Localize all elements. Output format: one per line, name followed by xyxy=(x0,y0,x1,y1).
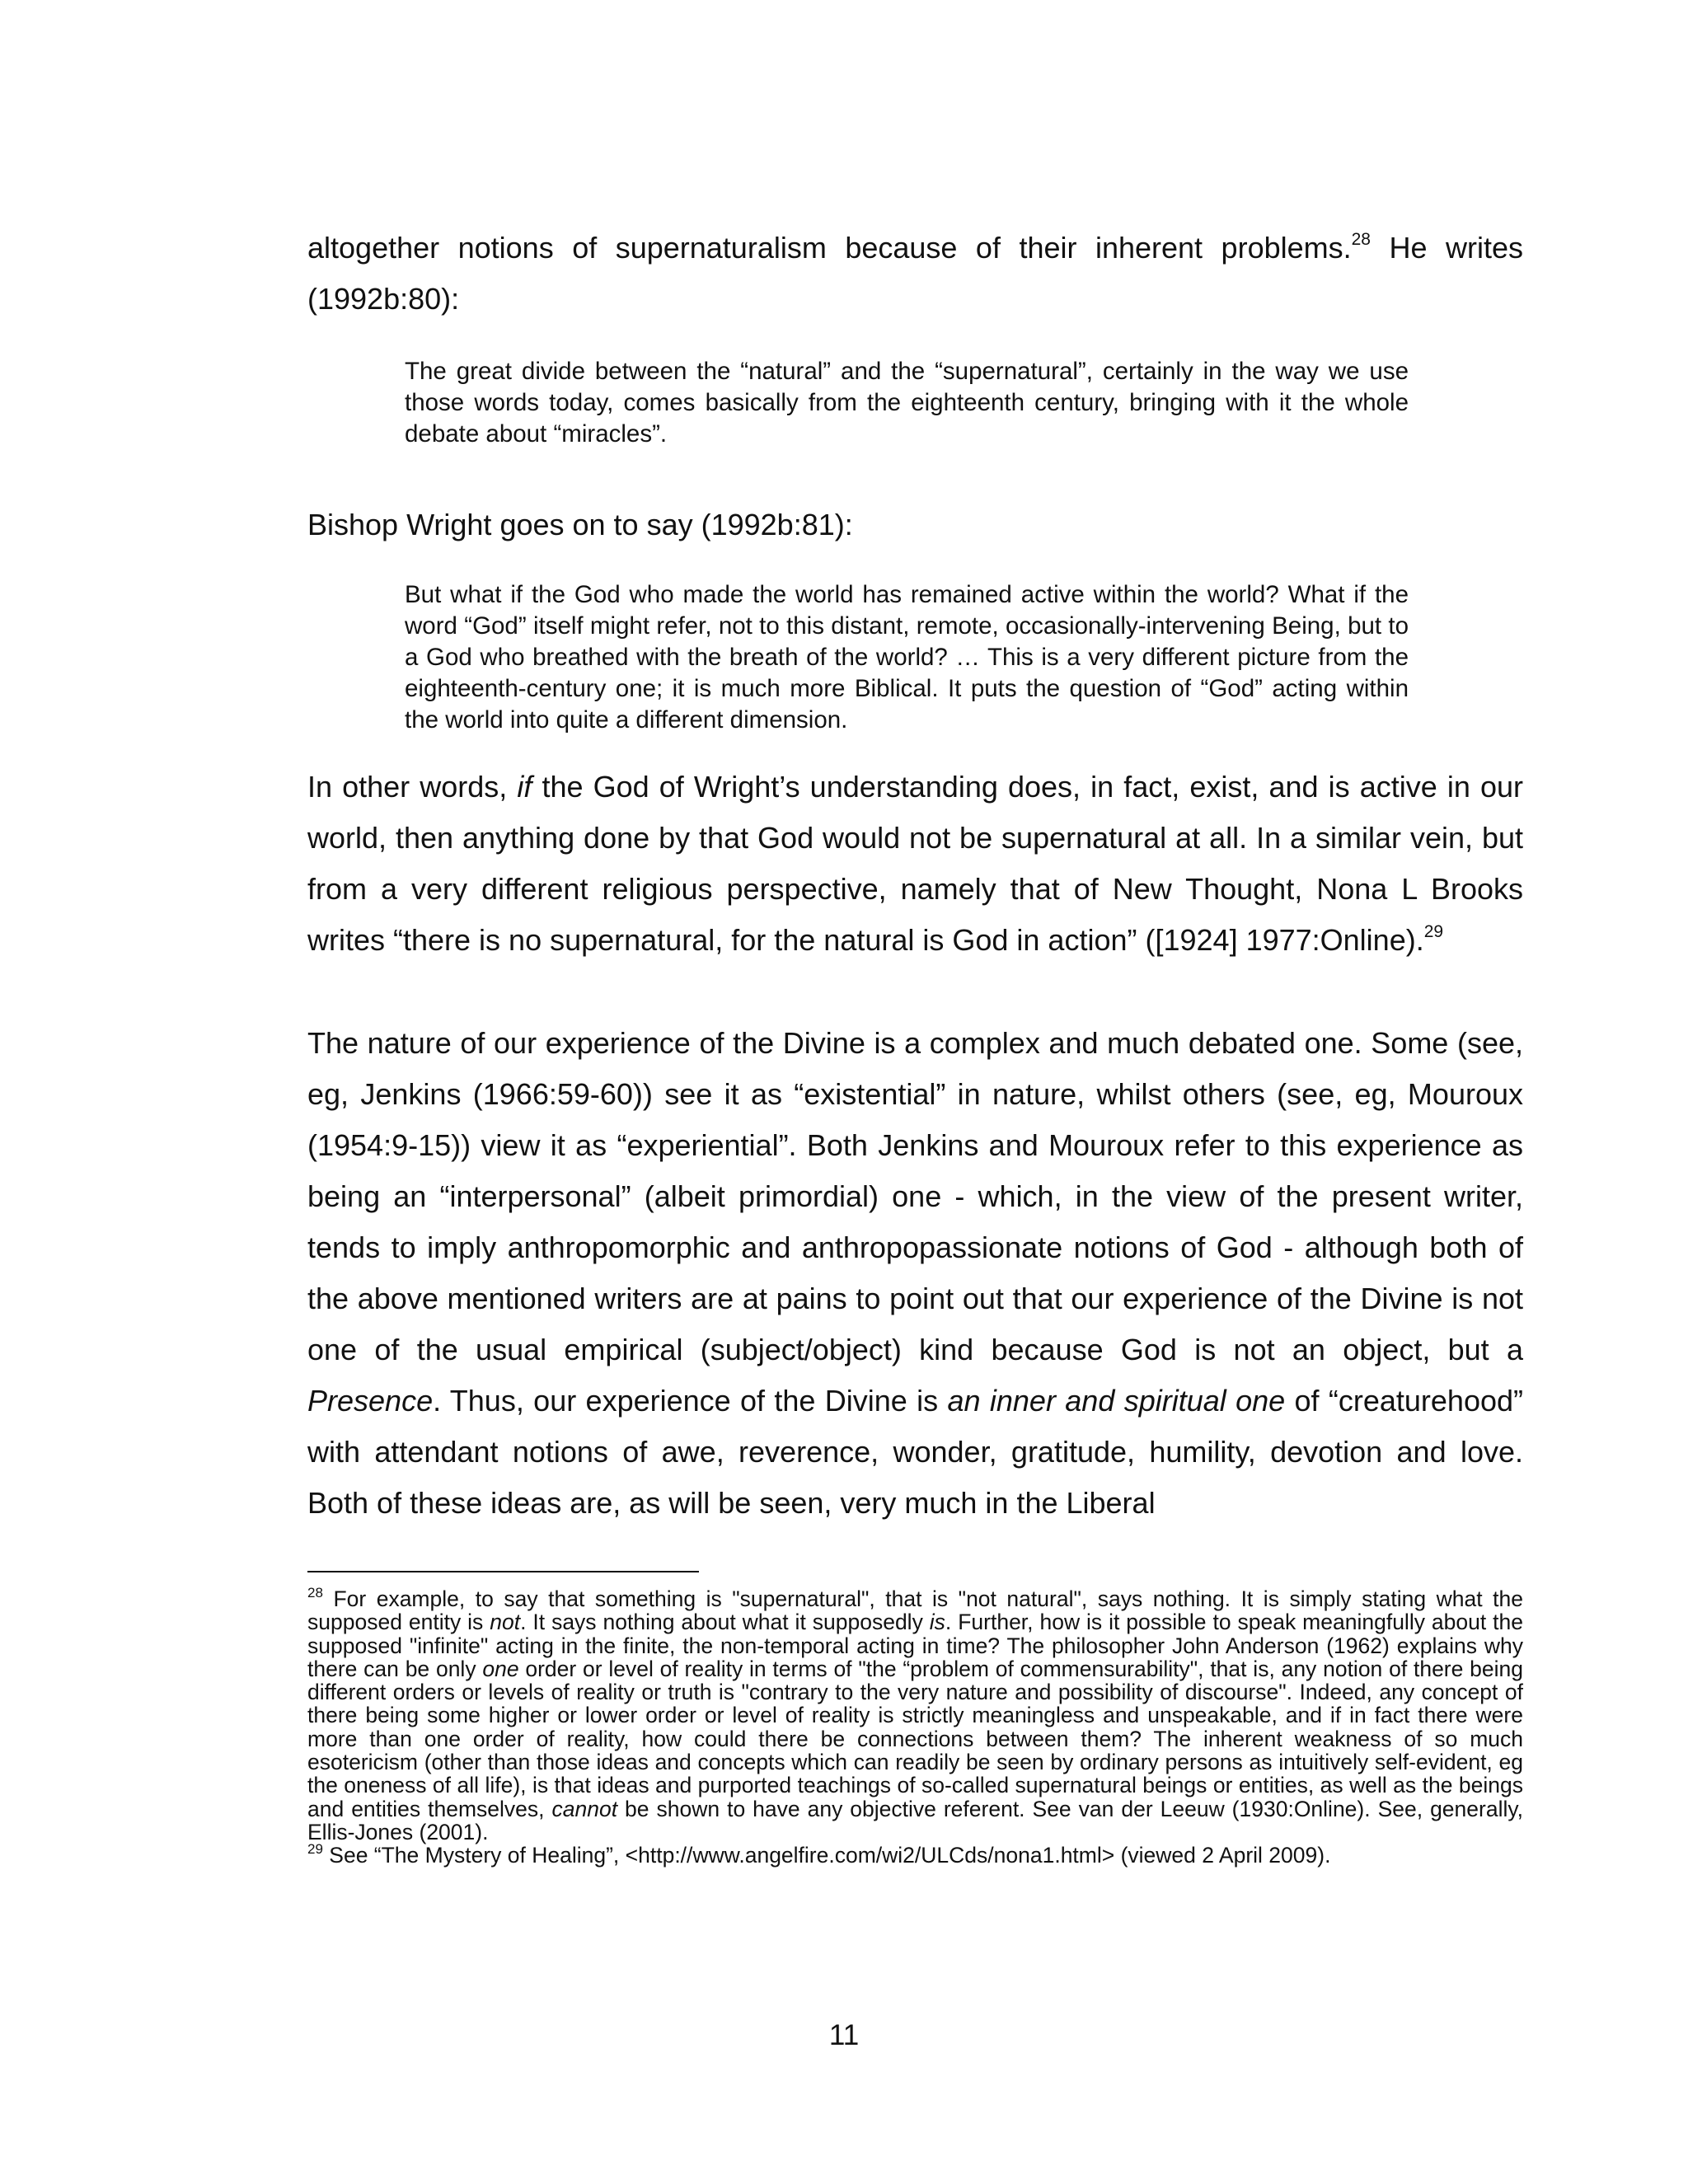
paragraph-other-words xyxy=(307,762,1523,966)
footnote-28-text-e: be shown to have any objective referent. See van der Leeuw (1930:Online). See, generally, Ellis-Jones (2001). xyxy=(307,1796,1524,1844)
footnote-29-number: 29 xyxy=(307,1841,323,1858)
footnote-28-text-b: . It says nothing about what it supposedly xyxy=(520,1610,930,1635)
emphasis-is: is xyxy=(929,1610,945,1635)
paragraph-intro xyxy=(307,223,1523,325)
paragraph-nature-part3: of “creaturehood” with attendant notions of awe, reverence, wonder, gratitude, humility, devotion and love. Both of these ideas are, as will be seen, very much in the Liberal xyxy=(307,1384,1523,1520)
footnote-29-text[interactable]: See “The Mystery of Healing”, <http://www.angelfire.com/wi2/ULCds/nona1.html> (viewed 2 April 2009). xyxy=(322,1843,1331,1868)
footnotes xyxy=(307,1587,1523,1868)
paragraph-nature xyxy=(307,1018,1523,1529)
paragraph-intro-text-after: He writes (1992b:80): xyxy=(307,231,1523,316)
paragraph-other-words-rest: the God of Wright’s understanding does, in fact, exist, and is active in our world, then anything done by that God would not be supernatural at all. In a similar vein, but from a very different religious perspective, namely that of New Thought, Nona L Brooks writes “there is no supernatural, for the natural is God in action” ([1924] 1977:Online). xyxy=(307,770,1523,957)
footnote-28-text-c: . Further, how is it possible to speak meaningfully about the supposed "infinite" acting in the finite, the non-temporal acting in time? The philosopher John Anderson (1962) explains why there can be only xyxy=(307,1610,1523,1681)
paragraph-other-words-lead: In other words, xyxy=(307,770,518,804)
block-quote-1: The great divide between the “natural” and the “supernatural”, certainly in the way we use those words today, comes basically from the eighteenth century, bringing with it the whole debate about “miracles”. xyxy=(405,358,1409,448)
emphasis-cannot: cannot xyxy=(551,1796,618,1821)
emphasis-not: not xyxy=(490,1610,521,1635)
page-number: 11 xyxy=(828,2019,860,2051)
emphasis-presence: Presence xyxy=(307,1384,434,1418)
footnote-ref-29[interactable]: 29 xyxy=(1423,922,1444,941)
footnote-29 xyxy=(307,1841,1523,1868)
paragraph-nature-part1: The nature of our experience of the Divine is a complex and much debated one. Some (see, eg, Jenkins (1966:59-60)) see it as “existential” in nature, whilst others (see, eg, Mouroux (1954:9-15)) view it as “experiential”. Both Jenkins and Mouroux refer to this experience as being an “interpersonal” (albeit primordial) one - which, in the view of the present writer, tends to imply anthropomorphic and anthropopassionate notions of God - although both of the above mentioned writers are at pains to point out that our experience of the Divine is not one of the usual empirical (subject/object) kind because God is not an object, but a xyxy=(307,1026,1523,1366)
emphasis-inner-spiritual: an inner and spiritual one xyxy=(947,1384,1286,1418)
footnote-separator xyxy=(307,1571,699,1572)
paragraph-bishop: Bishop Wright goes on to say (1992b:81): xyxy=(307,508,853,541)
footnote-ref-28[interactable]: 28 xyxy=(1351,230,1371,249)
emphasis-one: one xyxy=(482,1656,519,1681)
paragraph-intro-text: altogether notions of supernaturalism because of their inherent problems. xyxy=(307,231,1352,265)
footnote-28-text-d: order or level of reality in terms of "the “problem of commensurability", that is, any notion of there being different orders or levels of reality or truth is "contrary to the very nature and possibility of discourse". Indeed, any concept of there being some higher or lower order or level of reality is strictly meaningless and unspeakable, and if in fact there were more than one order of reality, how could there be connections between them? The inherent weakness of so much esotericism (other than those ideas and concepts which can readily be seen by ordinary persons as intuitively self-evident, eg the oneness of all life), is that ideas and purported teachings of so-called supernatural beings or entities, as well as the beings and entities themselves, xyxy=(307,1656,1523,1821)
footnote-28 xyxy=(307,1587,1523,1844)
paragraph-nature-part2: . Thus, our experience of the Divine is xyxy=(433,1384,948,1418)
footnote-28-text-a: For example, to say that something is "supernatural", that is "not natural", says nothing. It is simply stating what the supposed entity is xyxy=(307,1586,1523,1635)
block-quote-2: But what if the God who made the world has remained active within the world? What if the word “God” itself might refer, not to this distant, remote, occasionally-intervening Being, but to a God who breathed with the breath of the world? … This is a very different picture from the eighteenth-century one; it is much more Biblical. It puts the question of “God” acting within the world into quite a different dimension. xyxy=(405,581,1409,733)
footnote-28-number: 28 xyxy=(307,1585,323,1601)
emphasis-if: if xyxy=(517,770,532,804)
